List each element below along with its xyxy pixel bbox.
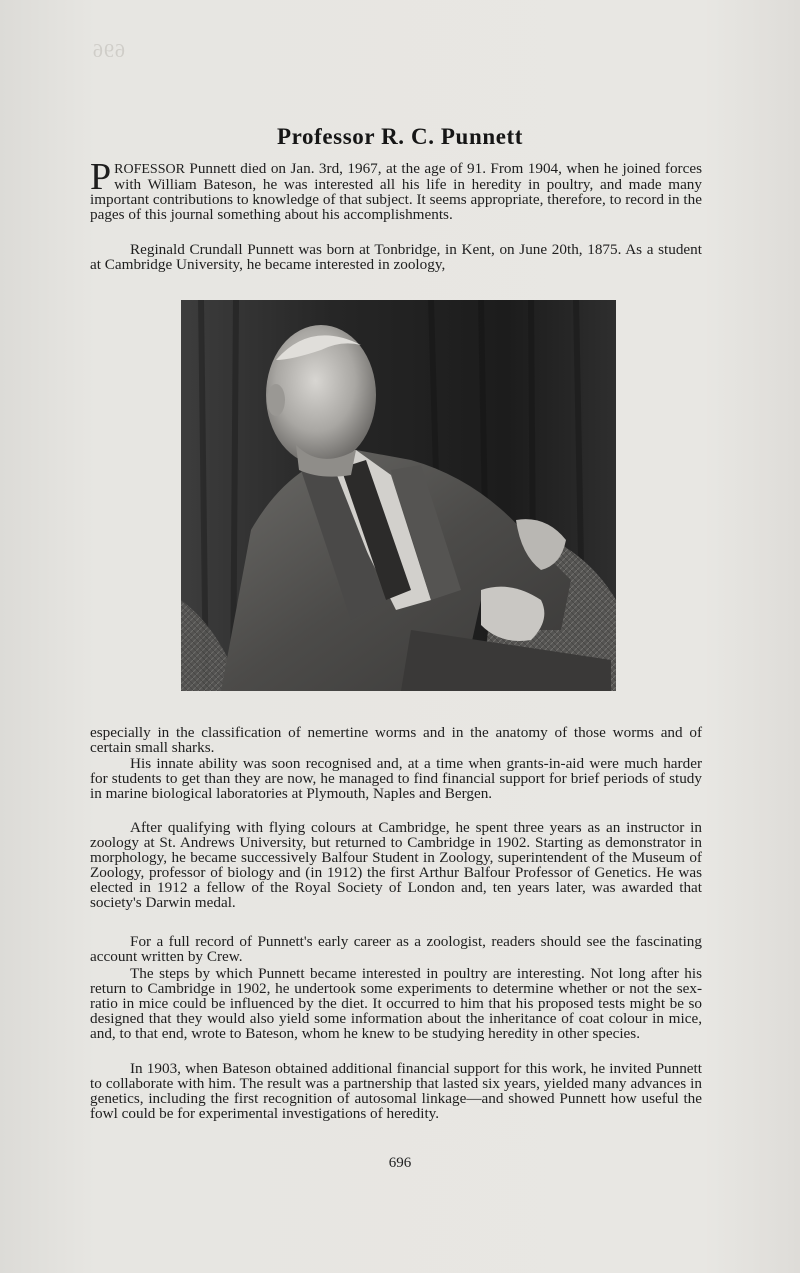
ability-paragraph: His innate ability was soon recognised and, at a time when grants-in-aid were much harder for students to get than they are now, he managed to find financial support for brief periods of study in marine biological laboratories at Plymouth, Naples and Bergen. [90, 755, 702, 802]
intro-paragraph [90, 156, 702, 223]
collaboration-paragraph: In 1903, when Bateson obtained additional financial support for this work, he invited Punnett to collaborate with him. The result was a partnership that lasted six years, yielded many advances in genetics, including the first recognition of autosomal linkage—and showed Punnett how useful the fowl could be for experimental investigations of heredity. [90, 1060, 702, 1122]
portrait-photograph [181, 300, 616, 691]
drop-cap: P [90, 156, 112, 198]
page-number: 696 [388, 1155, 412, 1171]
record-paragraph: For a full record of Punnett's early career as a zoologist, readers should see the fascinating account written by Crew. [90, 933, 702, 965]
article-title: Professor R. C. Punnett [276, 124, 524, 149]
show-through-page-number: 696 [92, 40, 125, 62]
birth-paragraph: Reginald Crundall Punnett was born at Tonbridge, in Kent, on June 20th, 1875. As a student at Cambridge University, he became interested in zoology, [90, 241, 702, 273]
intro-text: Punnett died on Jan. 3rd, 1967, at the age of 91. From 1904, when he joined forces with William Bateson, he was interested all his life in heredity in poultry, and made many important contributions to knowledge of that subject. It seems appropriate, therefore, to record in the pages of this journal something about his accomplishments. [90, 160, 702, 223]
continuation-paragraph: especially in the classification of nemertine worms and in the anatomy of those worms and of certain small sharks. [90, 724, 702, 756]
portrait-image [181, 300, 616, 691]
intro-smallcaps: ROFESSOR [114, 162, 185, 177]
career-paragraph: After qualifying with flying colours at Cambridge, he spent three years as an instructor in zoology at St. Andrews University, but returned to Cambridge in 1902. Starting as demonstrator in morphology, he became successively Balfour Student in Zoology, superintendent of the Museum of Zoology, professor of biology and (in 1912) the first Arthur Balfour Professor of Genetics. He was elected in 1912 a fellow of the Royal Society of London and, ten years later, was awarded that society's Darwin medal. [90, 819, 702, 911]
steps-paragraph: The steps by which Punnett became interested in poultry are interesting. Not long after his return to Cambridge in 1902, he undertook some experiments to determine whether or not the sex-ratio in mice could be influenced by the diet. It occurred to him that his proposed tests might be so designed that they would also yield some information about the inheritance of coat colour in mice, and, to that end, wrote to Bateson, whom he knew to be studying heredity in other species. [90, 965, 702, 1042]
